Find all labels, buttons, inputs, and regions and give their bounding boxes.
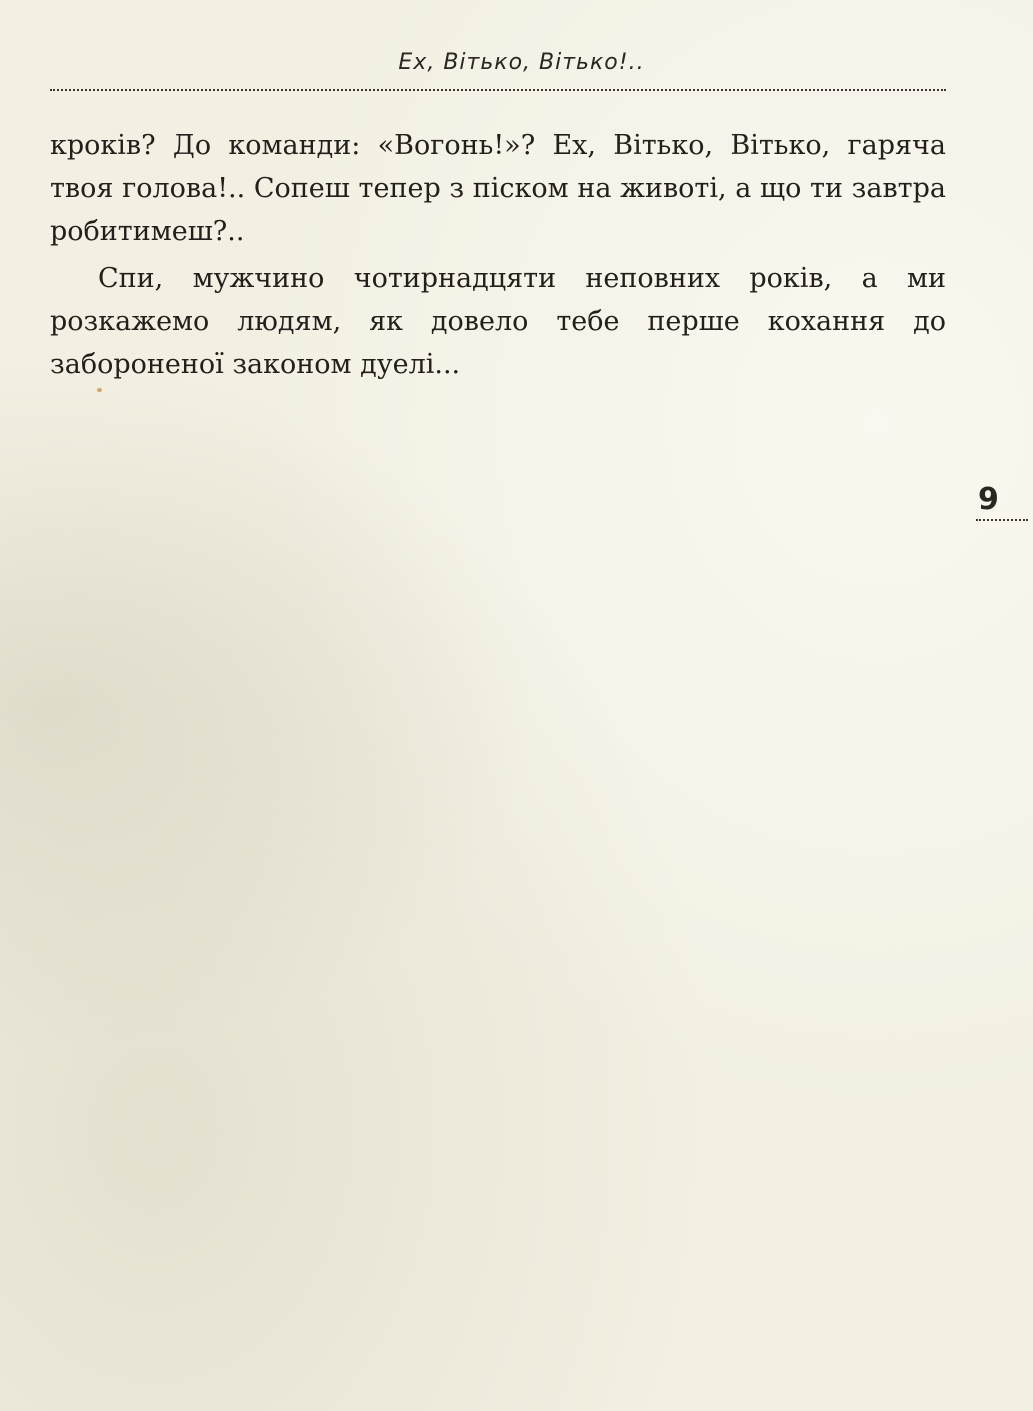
paragraph-2: Спи, мужчино чотирнадцяти неповних років, а ми розкажемо людям, як довело тебе перше кохання до забороненої законом дуелі... [50,263,946,380]
paper-speck [97,388,102,392]
page-number: 9 [978,482,999,517]
body-text [50,124,946,386]
paragraph-1: кроків? До команди: «Вогонь!»? Ех, Вітько, Вітько, гаряча твоя голова!.. Сопеш тепер з піском на животі, а що ти завтра робитимеш?.. [50,130,946,247]
header-dotted-rule [50,89,946,91]
running-title: Ех, Вітько, Вітько!.. [398,50,645,75]
page-number-dotted-rule [976,519,1028,521]
